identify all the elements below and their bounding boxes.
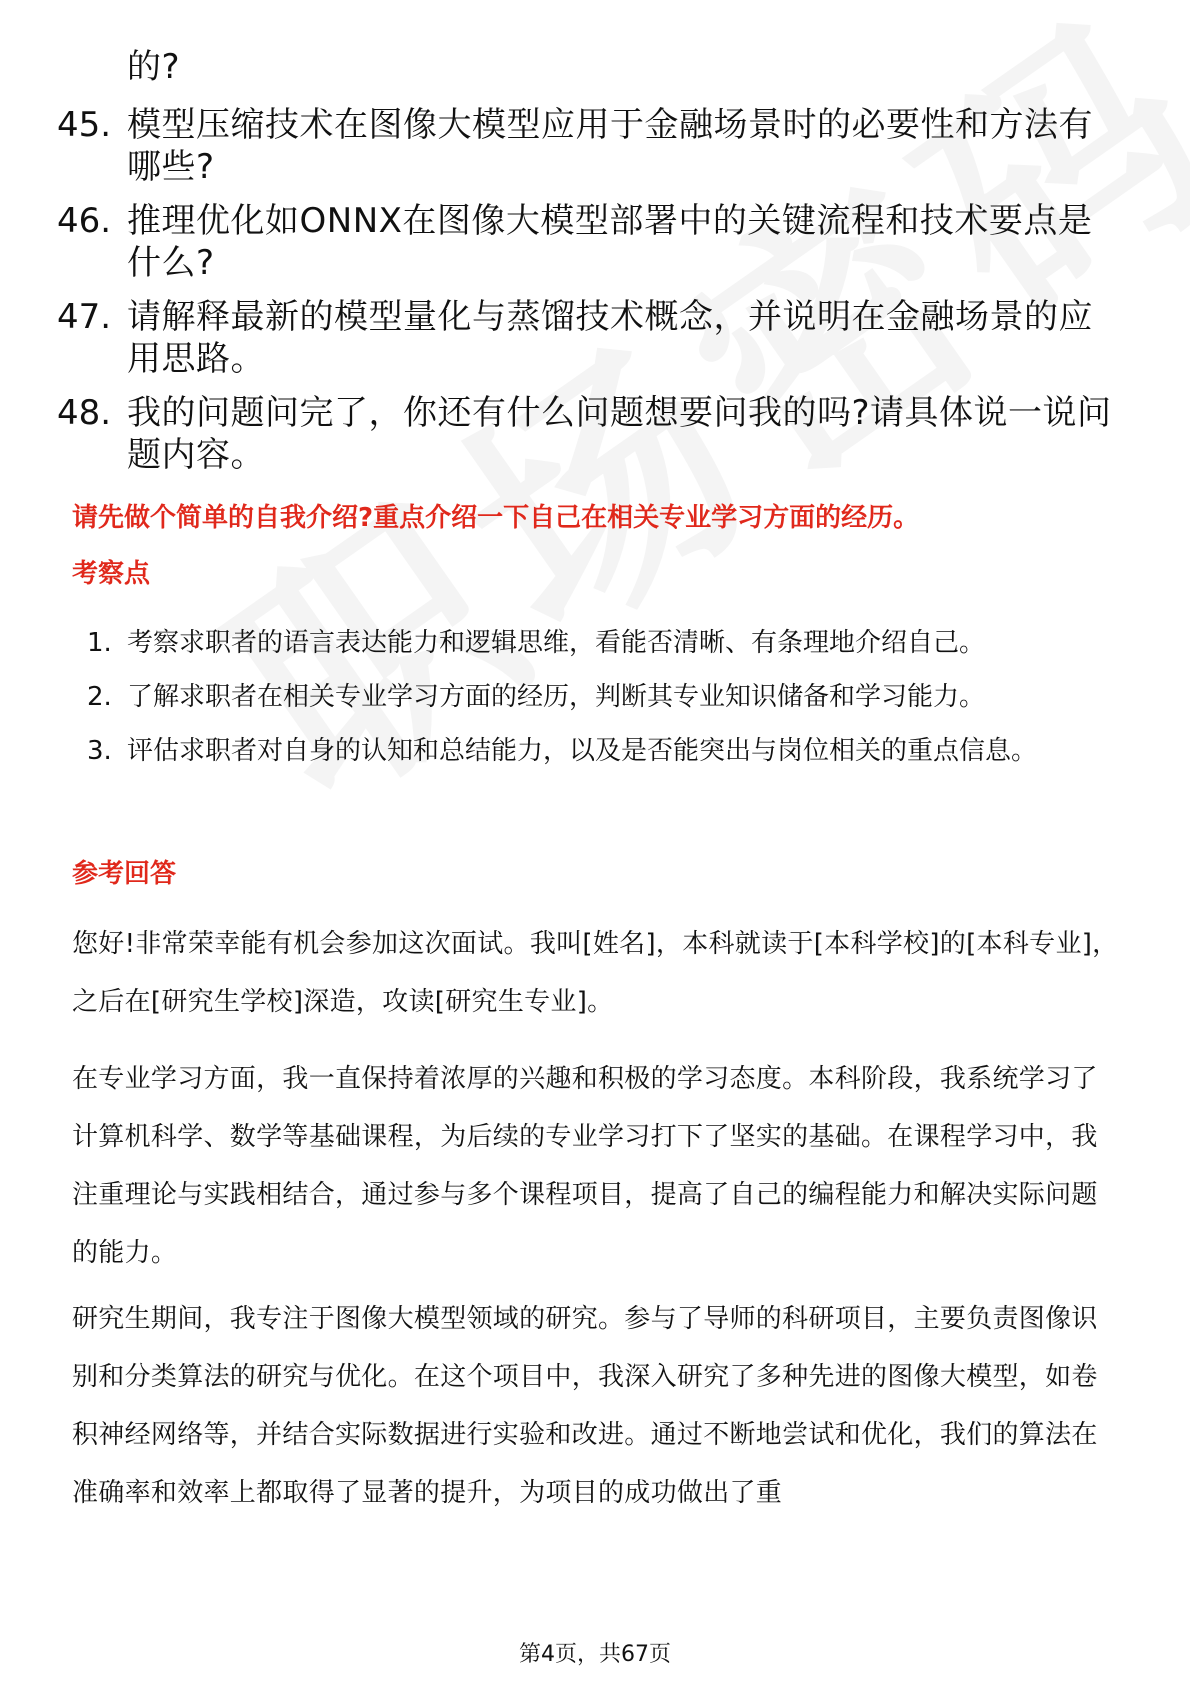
question-number: 45. (57, 105, 112, 145)
answer-paragraph: 研究生期间，我专注于图像大模型领域的研究。参与了导师的科研项目，主要负责图像识别和分类算法的研究与优化。在这个项目中，我深入研究了多种先进的图像大模型，如卷积神经网络等，并结合实际数据进行实验和改进。通过不断地尝试和优化，我们的算法在准确率和效率上都取得了显著的提升，为项目的成功做出了重 (72, 1304, 1098, 1508)
section-question: 请先做个简单的自我介绍?重点介绍一下自己在相关专业学习方面的经历。 (72, 503, 920, 533)
question-text: 的? (127, 47, 181, 87)
question-text: 我的问题问完了，你还有什么问题想要问我的吗?请具体说一说问题内容。 (127, 393, 1112, 475)
answer-heading: 参考回答 (72, 859, 177, 889)
page-footer: 第4页，共67页 (519, 1642, 671, 1667)
point-text: 评估求职者对自身的认知和总结能力，以及是否能突出与岗位相关的重点信息。 (127, 736, 1038, 766)
question-number: 46. (57, 201, 112, 241)
point-text: 考察求职者的语言表达能力和逻辑思维，看能否清晰、有条理地介绍自己。 (127, 628, 986, 658)
question-text: 请解释最新的模型量化与蒸馏技术概念，并说明在金融场景的应用思路。 (127, 297, 1093, 379)
point-number: 2. (87, 682, 112, 712)
point-number: 3. (87, 736, 112, 766)
point-text: 了解求职者在相关专业学习方面的经历，判断其专业知识储备和学习能力。 (127, 682, 986, 712)
point-number: 1. (87, 628, 112, 658)
answer-paragraph: 您好!非常荣幸能有机会参加这次面试。我叫[姓名]，本科就读于[本科学校]的[本科专业]，之后在[研究生学校]深造，攻读[研究生专业]。 (72, 929, 1119, 1017)
question-number: 47. (57, 297, 112, 337)
question-text: 模型压缩技术在图像大模型应用于金融场景时的必要性和方法有哪些? (127, 105, 1093, 187)
points-heading: 考察点 (72, 559, 151, 589)
question-text: 推理优化如ONNX在图像大模型部署中的关键流程和技术要点是什么? (127, 201, 1093, 283)
question-number: 48. (57, 393, 112, 433)
answer-paragraph: 在专业学习方面，我一直保持着浓厚的兴趣和积极的学习态度。本科阶段，我系统学习了计算机科学、数学等基础课程，为后续的专业学习打下了坚实的基础。在课程学习中，我注重理论与实践相结合，通过参与多个课程项目，提高了自己的编程能力和解决实际问题的能力。 (72, 1064, 1098, 1268)
